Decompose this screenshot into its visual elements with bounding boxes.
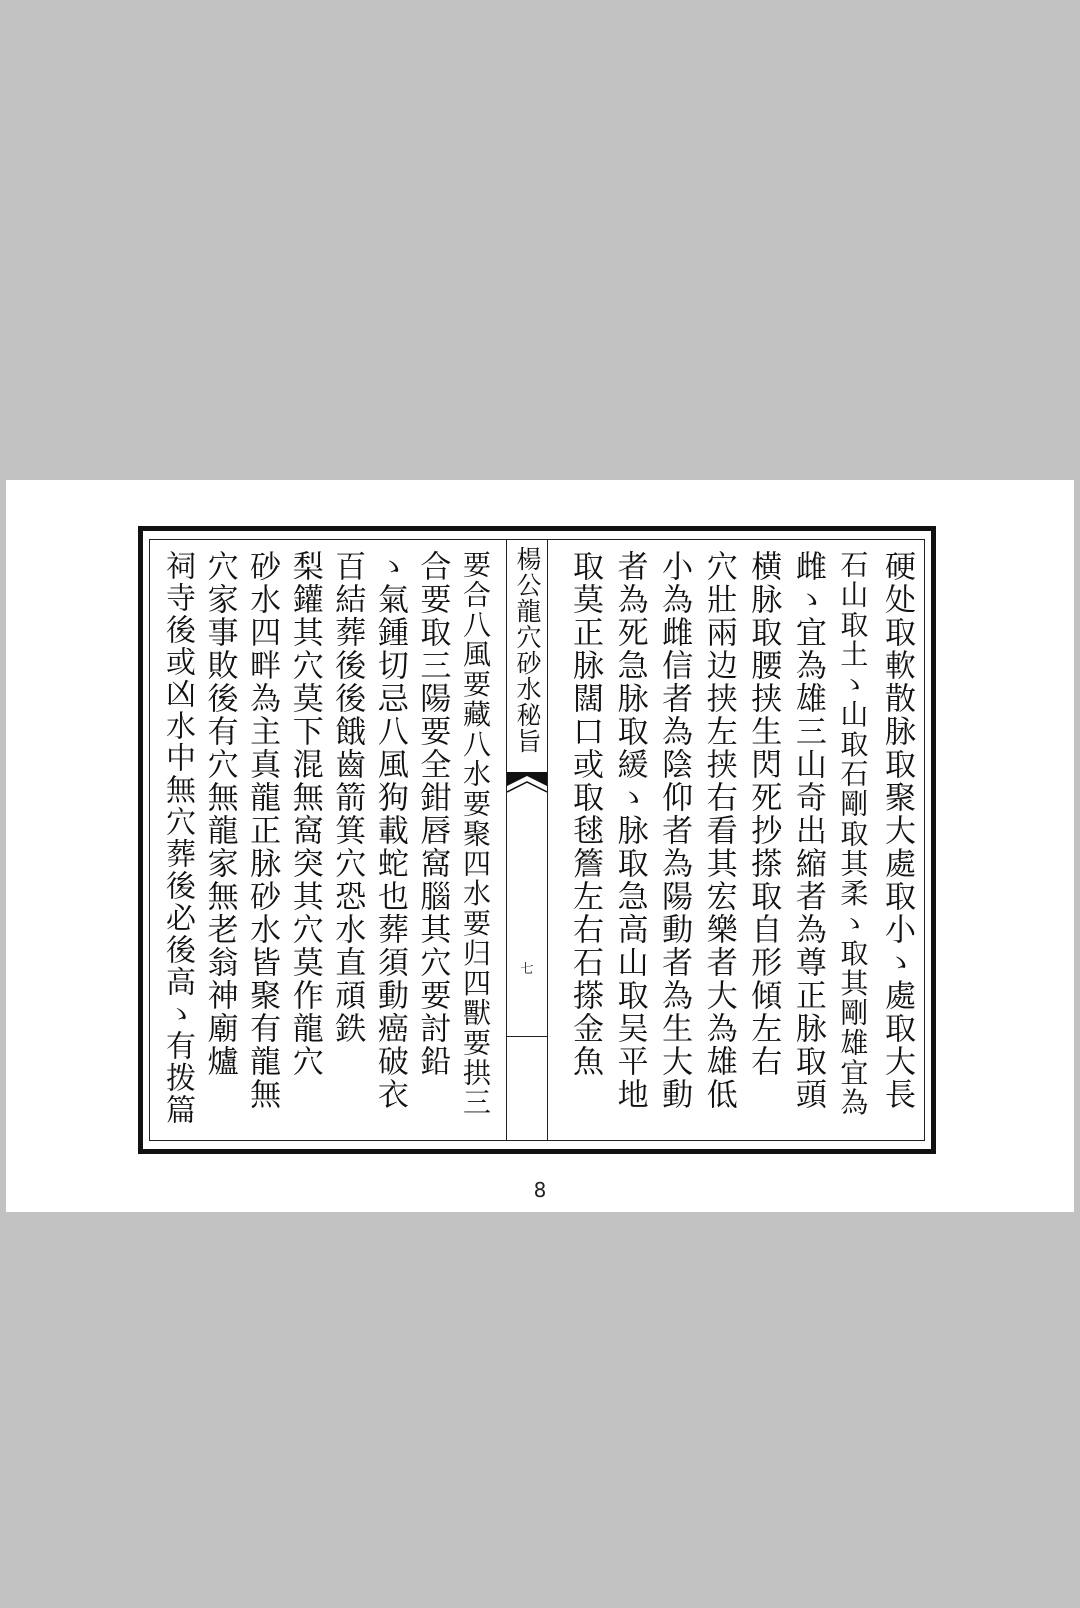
text-column: 小為雌信者為陰仰者為陽動者為生大動 bbox=[656, 550, 693, 1111]
text-column: 硬处取軟散脉取聚大處取小ゝ處取大長 bbox=[878, 550, 915, 1111]
inner-frame bbox=[149, 539, 925, 1141]
text-column: 穴壯兩边挟左挟右看其宏樂者大為雄低 bbox=[700, 550, 737, 1111]
right-half-page bbox=[558, 540, 924, 1140]
text-column: ゝ氣鍾切忌八風狗載蛇也葬須動癌破衣 bbox=[371, 550, 408, 1111]
text-column: 百結葬後後餓齒箭箕穴恐水直頑鉄 bbox=[329, 550, 366, 1045]
spine-page-number: 七 bbox=[520, 962, 534, 977]
text-column: 雌ゝ宜為雄三山奇出縮者為尊正脉取頭 bbox=[789, 550, 826, 1111]
text-column: 取莫正脉闊口或取毬簷左右石搽金魚 bbox=[567, 550, 603, 1078]
text-column: 梨鑵其穴莫下混無窩突其穴莫作龍穴 bbox=[286, 550, 323, 1078]
text-column: 者為死急脉取緩ゝ脉取急高山取吴平地 bbox=[611, 550, 648, 1111]
text-column: 要合八風要藏八水要聚四水要归四獸要拱三 bbox=[458, 550, 492, 1118]
text-column: 石山取土ゝ山取石剛取其柔ゝ取其剛雄宜為 bbox=[836, 550, 870, 1118]
fishtail-mark bbox=[507, 772, 547, 812]
scanned-page bbox=[6, 480, 1074, 1212]
text-column: 砂水四畔為主真龍正脉砂水皆聚有龍無 bbox=[244, 550, 281, 1111]
spine-divider bbox=[507, 1036, 547, 1037]
text-column: 祠寺後或凶水中無穴葬後必後高ゝ有拨篇 bbox=[160, 550, 195, 1126]
spine-title: 楊公龍穴砂水秘旨 bbox=[513, 546, 542, 754]
text-column: 合要取三陽要全鉗唇窩腦其穴要討鉛 bbox=[414, 550, 451, 1078]
book-spine bbox=[506, 540, 548, 1140]
book-frame bbox=[138, 526, 936, 1154]
page-number: 8 bbox=[533, 1178, 547, 1202]
left-half-page bbox=[150, 540, 502, 1140]
text-column: 横脉取腰挟生閃死抄搽取自形傾左右 bbox=[745, 550, 782, 1078]
text-column: 穴家事敗後有穴無龍家無老翁神廟爐 bbox=[201, 550, 238, 1078]
